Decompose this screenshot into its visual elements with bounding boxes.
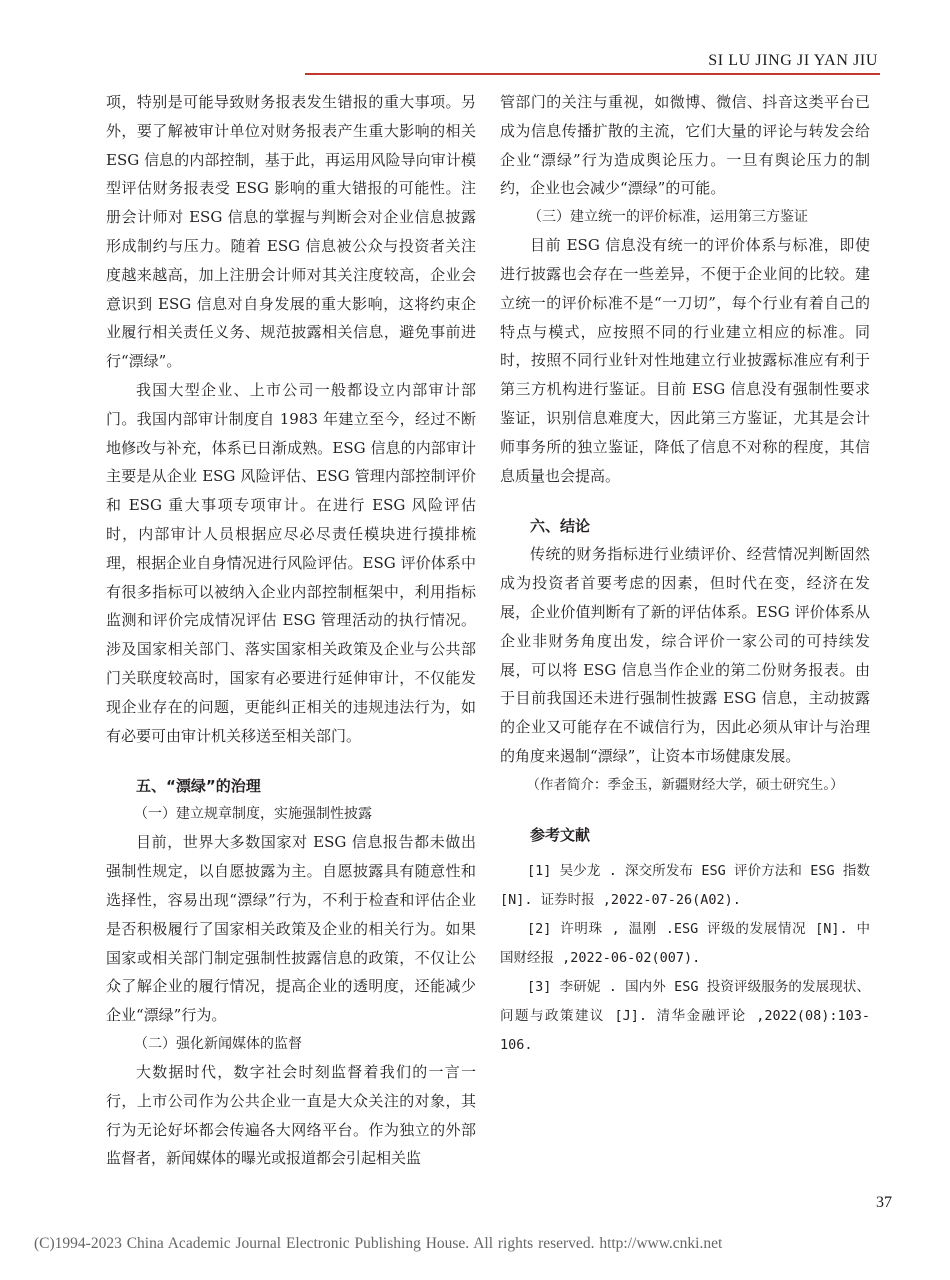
paragraph: 管部门的关注与重视，如微博、微信、抖音这类平台已成为信息传播扩散的主流，它们大量的评论与转发会给企业“漂绿”行为造成舆论压力。一旦有舆论压力的制约，企业也会减少“漂绿”的可能。	[500, 93, 870, 198]
section-heading-governance: 五、“漂绿”的治理	[136, 777, 261, 796]
left-column	[106, 88, 476, 1173]
paragraph: 传统的财务指标进行业绩评价、经营情况判断固然成为投资者首要考虑的因素，但时代在变，经济在发展，企业价值判断有了新的评估体系。ESG 评价体系从企业非财务角度出发，综合评价一家公司的可持续发展，可以将 ESG 信息当作企业的第二份财务报表。由于目前我国还未进行强制性披露 ESG 信息，主动披露的企业又可能存在不诚信行为，因此必须从审计与治理的角度来遏制“漂绿”，让资本市场健康发展。	[500, 545, 870, 765]
paragraph: 目前，世界大多数国家对 ESG 信息报告都未做出强制性规定，以自愿披露为主。自愿披露具有随意性和选择性，容易出现“漂绿”行为，不利于检查和评估企业是否积极履行了国家相关政策及企业的相关行为。如果国家或相关部门制定强制性披露信息的政策，不仅让公众了解企业的履行情况，提高企业的透明度，还能减少企业“漂绿”行为。	[106, 833, 476, 1025]
page-number: 37	[876, 1194, 892, 1211]
header-divider	[305, 73, 880, 75]
reference-item: [2] 许明珠 , 温刚 .ESG 评级的发展情况 [N]. 中国财经报 ,2022-06-02(007).	[500, 920, 870, 966]
paragraph: 目前 ESG 信息没有统一的评价体系与标准，即使进行披露也会存在一些差异，不便于企业间的比较。建立统一的评价标准不是“一刀切”，每个行业有着自己的特点与模式，应按照不同的行业建立相应的标准。同时，按照不同行业针对性地建立行业披露标准应有利于第三方机构进行鉴证。目前 ESG 信息没有强制性要求鉴证，识别信息难度大，因此第三方鉴证，尤其是会计师事务所的独立鉴证，降低了信息不对称的程度，其信息质量也会提高。	[500, 236, 870, 485]
subsection-heading: （一）建立规章制度，实施强制性披露	[134, 806, 372, 823]
section-heading-conclusion: 六、结论	[530, 517, 591, 536]
paragraph: 大数据时代，数字社会时刻监督着我们的一言一行，上市公司作为公共企业一直是大众关注的对象，其行为无论好坏都会传遍各大网络平台。作为独立的外部监督者，新闻媒体的曝光或报道都会引起相关监	[106, 1062, 476, 1168]
subsection-heading: （二）强化新闻媒体的监督	[134, 1035, 302, 1052]
author-note: （作者简介：季金玉，新疆财经大学，硕士研究生。）	[526, 776, 844, 793]
references-heading: 参考文献	[530, 825, 591, 844]
reference-item: [3] 李研妮 . 国内外 ESG 投资评级服务的发展现状、问题与政策建议 [J]. 清华金融评论 ,2022(08):103-106.	[500, 978, 870, 1053]
reference-item: [1] 吴少龙 . 深交所发布 ESG 评价方法和 ESG 指数 [N]. 证券时报 ,2022-07-26(A02).	[500, 862, 870, 908]
paragraph: 项，特别是可能导致财务报表发生错报的重大事项。另外，要了解被审计单位对财务报表产生重大影响的相关 ESG 信息的内部控制，基于此，再运用风险导向审计模型评估财务报表受 ESG 影响的重大错报的可能性。注册会计师对 ESG 信息的掌握与判断会对企业信息披露形成制约与压力。随着 ESG 信息被公众与投资者关注度越来越高，加上注册会计师对其关注度较高，企业会意识到 ESG 信息对自身发展的重大影响，这将约束企业履行相关责任义务、规范披露相关信息，避免事前进行“漂绿”。	[106, 93, 476, 371]
right-column	[500, 88, 870, 1060]
paragraph: 我国大型企业、上市公司一般都设立内部审计部门。我国内部审计制度自 1983 年建立至今，经过不断地修改与补充，体系已日渐成熟。ESG 信息的内部审计主要是从企业 ESG 风险评估、ESG 管理内部控制评价和 ESG 重大事项专项审计。在进行 ESG 风险评估时，内部审计人员根据应尽必尽责任模块进行摸排梳理，根据企业自身情况进行风险评估。ESG 评价体系中有很多指标可以被纳入企业内部控制框架中，利用指标监测和评价完成情况评估 ESG 管理活动的执行情况。涉及国家相关部门、落实国家相关政策及企业与公共部门关联度较高时，国家有必要进行延伸审计，不仅能发现企业存在的问题，更能纠正相关的违规违法行为，如有必要可由审计机关移送至相关部门。	[106, 380, 476, 745]
running-header: SI LU JING JI YAN JIU	[708, 52, 878, 69]
copyright-footer: (C)1994-2023 China Academic Journal Electronic Publishing House. All rights reserved. http://www.cnki.net	[34, 1235, 723, 1252]
subsection-heading: （三）建立统一的评价标准，运用第三方鉴证	[528, 209, 808, 226]
